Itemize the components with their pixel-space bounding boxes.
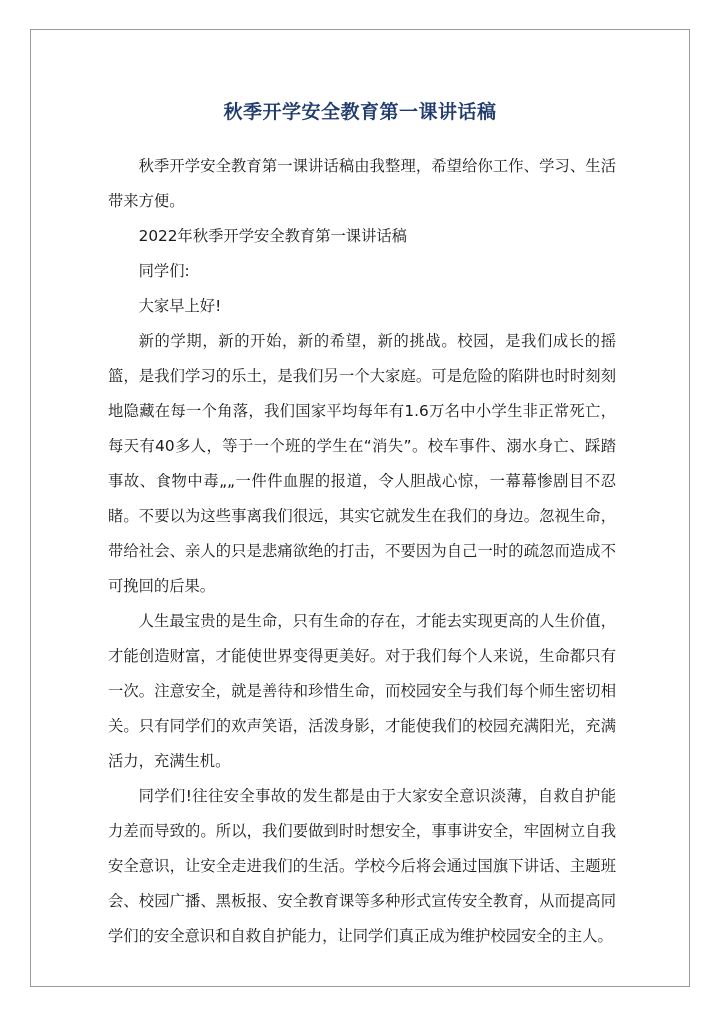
salutation-line: 同学们: (138, 262, 190, 280)
body-paragraph-1: 新的学期，新的开始，新的希望，新的挑战。校园，是我们成长的摇篮，是我们学习的乐土，是我们另一个大家庭。可是危险的陷阱也时时刻刻地隐藏在每一个角落，我们国家平均每年有1.6万名中小学生非正常死亡，每天有40多人，等于一个班的学生在“消失”。校车事件、溺水身亡、踩踏事故、食物中毒„„一件件血腥的报道，令人胆战心惊，一幕幕惨剧目不忍睹。不要以为这些事离我们很远，其实它就发生在我们的身边。忽视生命，带给社会、亲人的只是悲痛欲绝的打击，不要因为自己一时的疏忽而造成不可挽回的后果。 (108, 332, 616, 595)
body-paragraph-3: 同学们!往往安全事故的发生都是由于大家安全意识淡薄，自救自护能力差而导致的。所以，我们要做到时时想安全，事事讲安全，牢固树立自我安全意识，让安全走进我们的生活。学校今后将会通过国旗下讲话、主题班会、校园广播、黑板报、安全教育课等多种形式宣传安全教育，从而提高同学们的安全意识和自救自护能力，让同学们真正成为维护校园安全的主人。 (108, 787, 616, 945)
greeting-line: 大家早上好! (138, 297, 222, 315)
document-title: 秋季开学安全教育第一课讲话稿 (223, 101, 497, 123)
document-body (108, 149, 616, 954)
subtitle-line: 2022年秋季开学安全教育第一课讲话稿 (138, 227, 407, 245)
intro-paragraph: 秋季开学安全教育第一课讲话稿由我整理，希望给你工作、学习、生活带来方便。 (108, 157, 616, 210)
body-paragraph-2: 人生最宝贵的是生命，只有生命的存在，才能去实现更高的人生价值，才能创造财富，才能使世界变得更美好。对于我们每个人来说，生命都只有一次。注意安全，就是善待和珍惜生命，而校园安全与我们每个师生密切相关。只有同学们的欢声笑语，活泼身影，才能使我们的校园充满阳光，充满活力，充满生机。 (108, 612, 616, 770)
